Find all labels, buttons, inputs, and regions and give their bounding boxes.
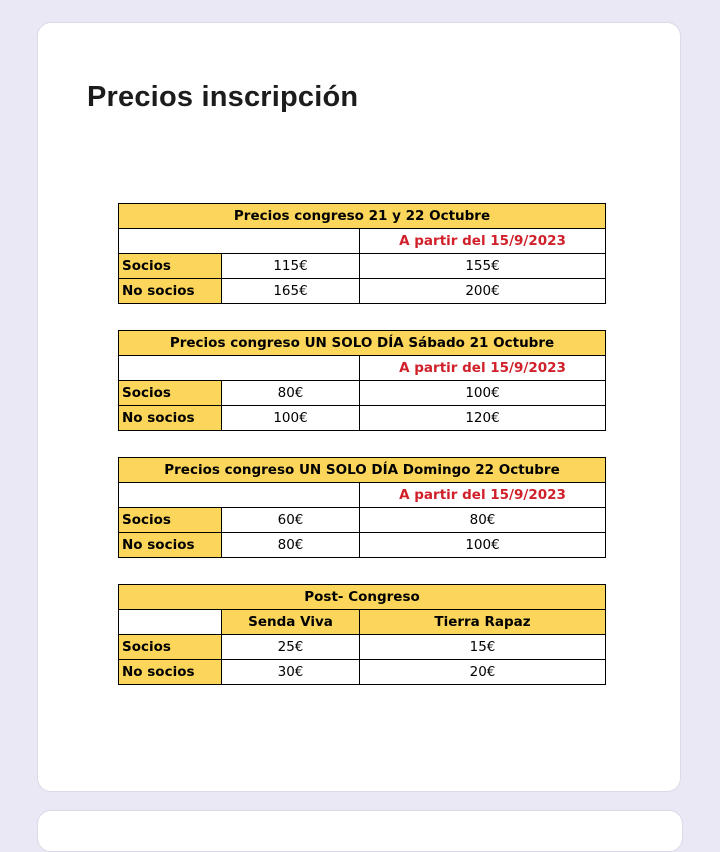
date-subheader: A partir del 15/9/2023 — [360, 356, 606, 381]
table-row — [119, 660, 606, 685]
price-cell: 115€ — [222, 254, 360, 279]
row-label: Socios — [119, 635, 222, 660]
price-cell: 15€ — [360, 635, 606, 660]
price-table-sunday — [118, 457, 606, 558]
price-cell: 80€ — [222, 533, 360, 558]
price-cell: 30€ — [222, 660, 360, 685]
row-label: No socios — [119, 533, 222, 558]
price-table-post-congress — [118, 584, 606, 685]
price-table-saturday — [118, 330, 606, 431]
row-label: No socios — [119, 279, 222, 304]
table-row — [119, 279, 606, 304]
table-row — [119, 533, 606, 558]
table-row — [119, 635, 606, 660]
price-cell: 80€ — [222, 381, 360, 406]
table-header: Precios congreso UN SOLO DÍA Sábado 21 Octubre — [119, 331, 606, 356]
empty-cell — [119, 356, 360, 381]
price-table-image — [118, 203, 605, 711]
page-title: Precios inscripción — [87, 81, 359, 113]
price-cell: 20€ — [360, 660, 606, 685]
column-header: Tierra Rapaz — [360, 610, 606, 635]
table-row — [119, 254, 606, 279]
date-subheader: A partir del 15/9/2023 — [360, 483, 606, 508]
price-cell: 155€ — [360, 254, 606, 279]
table-row — [119, 406, 606, 431]
empty-cell — [119, 483, 360, 508]
price-cell: 100€ — [360, 533, 606, 558]
price-cell: 60€ — [222, 508, 360, 533]
row-label: Socios — [119, 254, 222, 279]
next-card-edge — [37, 810, 683, 852]
price-cell: 100€ — [222, 406, 360, 431]
table-header: Precios congreso 21 y 22 Octubre — [119, 204, 606, 229]
price-table-full-congress — [118, 203, 606, 304]
column-header: Senda Viva — [222, 610, 360, 635]
empty-cell — [119, 610, 222, 635]
row-label: No socios — [119, 406, 222, 431]
table-row — [119, 381, 606, 406]
pricing-card — [37, 22, 681, 792]
price-cell: 25€ — [222, 635, 360, 660]
date-subheader: A partir del 15/9/2023 — [360, 229, 606, 254]
table-row — [119, 508, 606, 533]
price-cell: 165€ — [222, 279, 360, 304]
empty-cell — [119, 229, 360, 254]
price-cell: 200€ — [360, 279, 606, 304]
price-cell: 100€ — [360, 381, 606, 406]
table-header: Precios congreso UN SOLO DÍA Domingo 22 Octubre — [119, 458, 606, 483]
price-cell: 120€ — [360, 406, 606, 431]
price-cell: 80€ — [360, 508, 606, 533]
row-label: Socios — [119, 381, 222, 406]
row-label: No socios — [119, 660, 222, 685]
row-label: Socios — [119, 508, 222, 533]
table-header: Post- Congreso — [119, 585, 606, 610]
